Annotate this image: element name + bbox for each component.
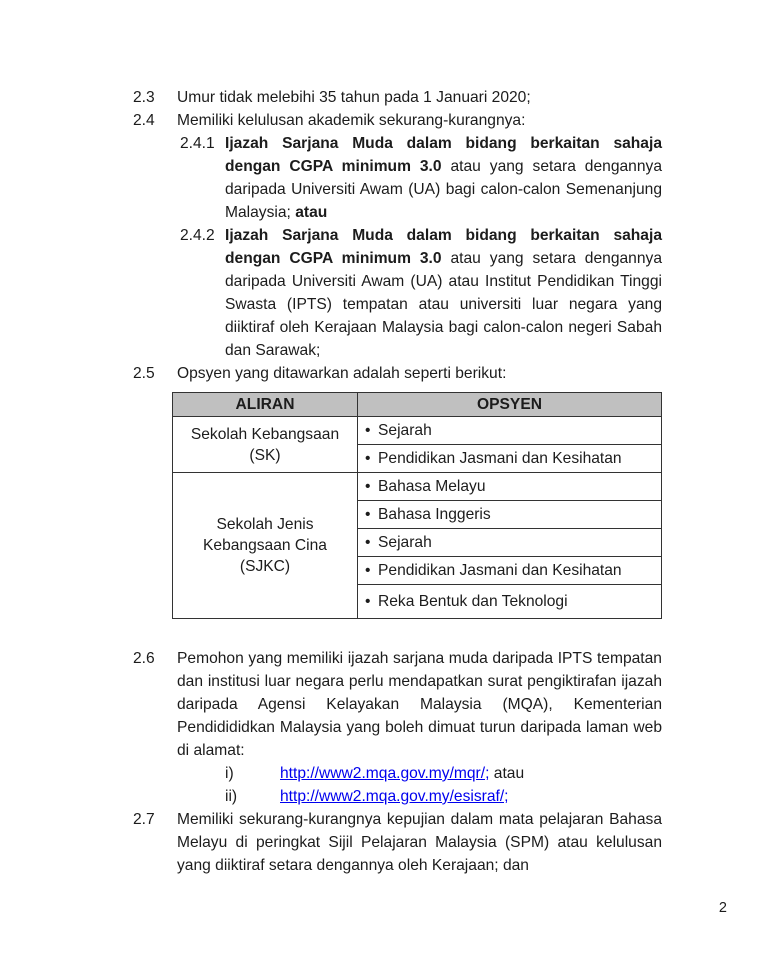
item-number: 2.4.1: [180, 135, 215, 152]
opsyen-table: [172, 392, 662, 619]
link-suffix: atau: [493, 765, 525, 782]
item-number: 2.7: [133, 811, 155, 828]
bold-text: Ijazah Sarjana Muda dalam bidang berkaitan sahaja dengan CGPA minimum 3.0: [225, 135, 662, 175]
item-number: 2.4.2: [180, 227, 215, 244]
item-text: Opsyen yang ditawarkan adalah seperti berikut:: [177, 365, 507, 382]
bullet-icon: •: [365, 450, 371, 467]
opsyen-label: Bahasa Melayu: [378, 478, 486, 495]
opsyen-cell: [358, 473, 662, 501]
opsyen-label: Reka Bentuk dan Teknologi: [378, 593, 568, 610]
bullet-icon: •: [365, 506, 371, 523]
item-number: 2.4: [133, 112, 155, 129]
opsyen-cell: [358, 501, 662, 529]
table-header-row: [173, 393, 662, 417]
link-index: i): [225, 765, 234, 782]
bullet-icon: •: [365, 593, 371, 610]
table-row: [173, 417, 662, 445]
opsyen-cell: [358, 445, 662, 473]
list-item-2-4-2: [180, 224, 662, 362]
document-content: [133, 86, 662, 877]
item-number: 2.6: [133, 650, 155, 667]
opsyen-cell: [358, 557, 662, 585]
opsyen-label: Bahasa Inggeris: [378, 506, 491, 523]
opsyen-label: Pendidikan Jasmani dan Kesihatan: [378, 562, 622, 579]
item-text: [225, 224, 662, 362]
list-item-2-4: [133, 109, 662, 132]
table-header-aliran: ALIRAN: [173, 393, 358, 417]
bullet-icon: •: [365, 422, 371, 439]
opsyen-label: Pendidikan Jasmani dan Kesihatan: [378, 450, 622, 467]
link-index: ii): [225, 788, 238, 805]
aliran-cell-sjkc: [173, 473, 358, 619]
opsyen-label: Sejarah: [378, 534, 432, 551]
aliran-line: Sekolah Jenis: [216, 516, 314, 533]
item-text: Memiliki kelulusan akademik sekurang-kurangnya:: [177, 112, 526, 129]
aliran-cell-sk: [173, 417, 358, 473]
item-text: Umur tidak melebihi 35 tahun pada 1 Januari 2020;: [177, 89, 531, 106]
opsyen-label: Sejarah: [378, 422, 432, 439]
list-item-2-6: [133, 647, 662, 808]
normal-text: atau yang setara dengannya daripada Universiti Awam (UA) bagi calon-calon Semenanjung Malaysia;: [225, 158, 662, 221]
opsyen-table-wrap: [172, 392, 662, 619]
table-row: [173, 473, 662, 501]
bullet-icon: •: [365, 534, 371, 551]
item-number: 2.3: [133, 89, 155, 106]
opsyen-cell: [358, 417, 662, 445]
aliran-line: (SJKC): [239, 558, 291, 575]
item-text: Memiliki sekurang-kurangnya kepujian dalam mata pelajaran Bahasa Melayu di peringkat Sijil Pelajaran Malaysia (SPM) atau kelulusan yang diiktiraf setara dengannya oleh Kerajaan; dan: [177, 811, 662, 874]
item-text: Pemohon yang memiliki ijazah sarjana muda daripada IPTS tempatan dan institusi luar negara perlu mendapatkan surat pengiktirafan ijazah daripada Agensi Kelayakan Malaysia (MQA), Kementerian Pendidididkan Malaysia yang boleh dimuat turun daripada laman web di alamat:: [177, 650, 662, 759]
list-item-2-5: [133, 362, 662, 385]
mqr-link[interactable]: http://www2.mqa.gov.my/mqr/;: [280, 765, 490, 782]
link-item-ii: [225, 785, 662, 808]
normal-text: atau yang setara dengannya daripada Universiti Awam (UA) atau Institut Pendidikan Tinggi Swasta (IPTS) tempatan atau universiti luar negara yang diiktiraf oleh Kerajaan Malaysia bagi calon-calon negeri Sabah dan Sarawak;: [225, 250, 662, 359]
table-header-opsyen: OPSYEN: [358, 393, 662, 417]
esisraf-link[interactable]: http://www2.mqa.gov.my/esisraf/;: [280, 788, 509, 805]
bullet-icon: •: [365, 562, 371, 579]
bold-text: Ijazah Sarjana Muda dalam bidang berkaitan sahaja dengan CGPA minimum 3.0: [225, 227, 662, 267]
page-number: 2: [718, 900, 727, 916]
aliran-line: Sekolah Kebangsaan: [190, 425, 340, 443]
aliran-line: Kebangsaan Cina: [203, 537, 327, 554]
item-text: [225, 132, 662, 224]
bullet-icon: •: [365, 478, 371, 495]
list-item-2-4-1: [180, 132, 662, 224]
opsyen-cell: [358, 529, 662, 557]
list-item-2-3: [133, 86, 662, 109]
bold-text: atau: [295, 204, 328, 221]
item-number: 2.5: [133, 365, 155, 382]
link-item-i: [225, 762, 662, 785]
aliran-line: (SK): [249, 446, 281, 464]
opsyen-cell: [358, 585, 662, 619]
list-item-2-7: [133, 808, 662, 877]
